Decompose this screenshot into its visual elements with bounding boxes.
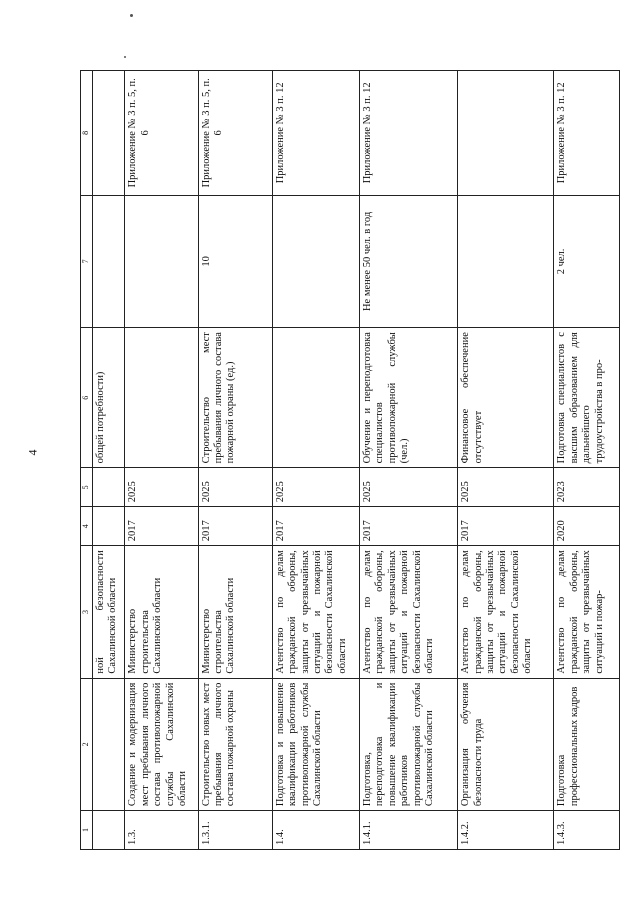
column-number: 2 bbox=[81, 678, 93, 810]
executor-cell: Агентство по делам гражданской обороны, защиты от чрезвычайных ситуаций и пожарной безопасности Сахалинской области bbox=[360, 546, 458, 678]
indicator-cell: Финансовое обеспечение отсутствует bbox=[458, 328, 554, 468]
value-cell bbox=[125, 195, 198, 327]
scan-speck bbox=[130, 14, 133, 17]
row-number: 1.4.1. bbox=[360, 811, 458, 850]
value-cell: 10 bbox=[198, 195, 272, 327]
indicator-cell: Строительство мест пребывания личного состава пожарной охраны (ед.) bbox=[198, 328, 272, 468]
continuation-executor: ной безопасности Сахалинской области bbox=[93, 546, 125, 678]
table-row bbox=[125, 71, 198, 850]
reference-cell bbox=[458, 71, 554, 196]
end-year-cell: 2025 bbox=[272, 468, 359, 507]
activity-cell: Подготовка профессиональных кадров bbox=[554, 678, 620, 810]
executor-cell: Министерство строительства Сахалинской области bbox=[198, 546, 272, 678]
activity-cell: Создание и модернизация мест пребывания личного состава противопожарной службы Сахалинской области bbox=[125, 678, 198, 810]
end-year-cell: 2023 bbox=[554, 468, 620, 507]
continuation-row bbox=[93, 71, 125, 850]
row-number: 1.3. bbox=[125, 811, 198, 850]
table-row bbox=[198, 71, 272, 850]
continuation-indicator: общей потребности) bbox=[93, 328, 125, 468]
column-number-row bbox=[81, 71, 93, 850]
end-year-cell: 2025 bbox=[458, 468, 554, 507]
reference-cell: Приложение № 3 п. 12 bbox=[554, 71, 620, 196]
activity-cell: Подготовка, переподготовка и повышение квалификации работников противопожарной службы Сахалинской области bbox=[360, 678, 458, 810]
column-number: 7 bbox=[81, 195, 93, 327]
row-number: 1.4.2. bbox=[458, 811, 554, 850]
table-row bbox=[272, 71, 359, 850]
reference-cell: Приложение № 3 п. 12 bbox=[272, 71, 359, 196]
executor-cell: Агентство по делам гражданской обороны, защиты от чрезвычайных ситуаций и пожарной безопасности Сахалинской области bbox=[458, 546, 554, 678]
activity-cell: Строительство новых мест пребывания личного состава пожарной охраны bbox=[198, 678, 272, 810]
column-number: 6 bbox=[81, 328, 93, 468]
indicator-cell bbox=[272, 328, 359, 468]
start-year-cell: 2017 bbox=[125, 507, 198, 546]
indicator-cell bbox=[125, 328, 198, 468]
reference-cell: Приложение № 3 п. 5, п. 6 bbox=[125, 71, 198, 196]
value-cell bbox=[272, 195, 359, 327]
end-year-cell: 2025 bbox=[198, 468, 272, 507]
executor-cell: Агентство по делам гражданской обороны, защиты от чрезвычайных ситуаций и пожар- bbox=[554, 546, 620, 678]
start-year-cell: 2017 bbox=[272, 507, 359, 546]
indicator-cell: Обучение и переподготовка специалистов противопожарной службы (чел.) bbox=[360, 328, 458, 468]
column-number: 5 bbox=[81, 468, 93, 507]
activity-cell: Организация обучения безопасности труда bbox=[458, 678, 554, 810]
column-number: 1 bbox=[81, 811, 93, 850]
reference-cell: Приложение № 3 п. 5, п. 6 bbox=[198, 71, 272, 196]
executor-cell: Агентство по делам гражданской обороны, защиты от чрезвычайных ситуаций и пожарной безопасности Сахалинской области bbox=[272, 546, 359, 678]
column-number: 4 bbox=[81, 507, 93, 546]
start-year-cell: 2017 bbox=[198, 507, 272, 546]
indicator-cell: Подготовка специалистов с высшим образованием для дальнейшего трудоустройства в про- bbox=[554, 328, 620, 468]
table-row bbox=[360, 71, 458, 850]
value-cell: 2 чел. bbox=[554, 195, 620, 327]
column-number: 3 bbox=[81, 546, 93, 678]
row-number: 1.4. bbox=[272, 811, 359, 850]
table-row bbox=[458, 71, 554, 850]
row-number: 1.3.1. bbox=[198, 811, 272, 850]
executor-cell: Министерство строительства Сахалинской области bbox=[125, 546, 198, 678]
start-year-cell: 2020 bbox=[554, 507, 620, 546]
start-year-cell: 2017 bbox=[458, 507, 554, 546]
column-number: 8 bbox=[81, 71, 93, 196]
end-year-cell: 2025 bbox=[125, 468, 198, 507]
page-number: 4 bbox=[25, 449, 40, 456]
measures-table bbox=[80, 70, 620, 850]
reference-cell: Приложение № 3 п. 12 bbox=[360, 71, 458, 196]
start-year-cell: 2017 bbox=[360, 507, 458, 546]
table-row bbox=[554, 71, 620, 850]
row-number: 1.4.3. bbox=[554, 811, 620, 850]
value-cell bbox=[458, 195, 554, 327]
scan-speck bbox=[124, 56, 126, 58]
activity-cell: Подготовка и повышение квалификации работников противопожарной службы Сахалинской области bbox=[272, 678, 359, 810]
rotated-table-page bbox=[80, 70, 620, 850]
value-cell: Не менее 50 чел. в год bbox=[360, 195, 458, 327]
end-year-cell: 2025 bbox=[360, 468, 458, 507]
